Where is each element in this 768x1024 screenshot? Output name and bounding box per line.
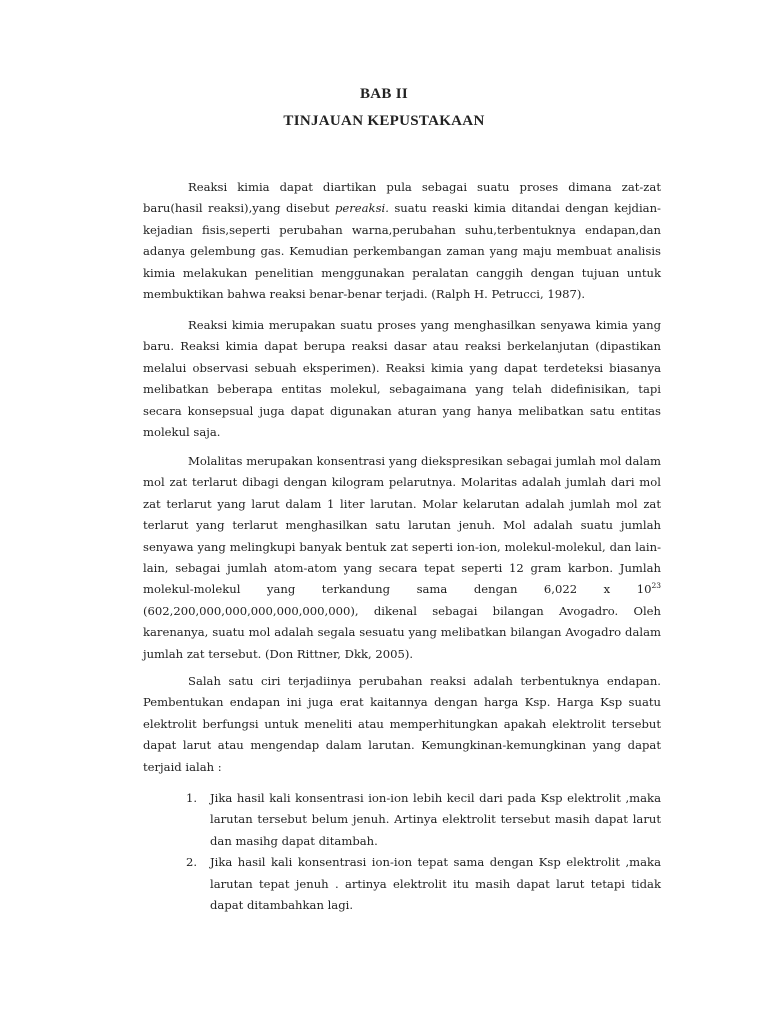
possibility-list [186,788,661,916]
list-item [186,852,661,916]
list-item-number: 2. [186,855,198,870]
paragraph-2: Reaksi kimia merupakan suatu proses yang menghasilkan senyawa kimia yang baru. Reaksi kimia dapat berupa reaksi dasar atau reaksi berkelanjutan (dipastikan melalui observasi sebuah eksperimen). Reaksi kimia yang dapat terdeteksi biasanya melibatkan beberapa entitas molekul, sebagaimana yang telah didefinisikan, tapi secara konsepsual juga dapat digunakan aturan yang hanya melibatkan satu entitas molekul saja. [143,318,661,440]
list-item [186,788,661,852]
chapter-heading: BAB II [359,86,409,102]
paragraph-3 [143,451,661,665]
paragraph-1-text-b: suatu reaski kimia ditandai dengan kejdian-kejadian fisis,seperti perubahan warna,perubahan suhu,terbentuknya endapan,dan adanya gelembung gas. Kemudian perkembangan zaman yang maju membuat analisis kimia melakukan penelitian menggunakan peralatan canggih dengan tujuan untuk membuktikan bahwa reaksi benar-benar terjadi. (Ralph H. Petrucci, 1987). [143,201,661,302]
paragraph-1 [143,177,661,305]
paragraph-3-text-a: Molalitas merupakan konsentrasi yang diekspresikan sebagai jumlah mol dalam mol zat terlarut dibagi dengan kilogram pelarutnya. Molaritas adalah jumlah dari mol zat terlarut yang larut dalam 1 liter larutan. Molar kelarutan adalah jumlah mol zat terlarut yang terlarut menghasilkan satu larutan jenuh. Mol adalah suatu jumlah senyawa yang melingkupi banyak bentuk zat seperti ion-ion, molekul-molekul, dan lain-lain, sebagai jumlah atom-atom yang secara tepat seperti 12 gram karbon. Jumlah molekul-molekul yang terkandung sama dengan 6,022 x 10 [143,454,661,597]
italic-term-pereaksi: pereaksi. [334,201,389,216]
paragraph-3-text-b: (602,200,000,000,000,000,000,000), dikenal sebagai bilangan Avogadro. Oleh karenanya, suatu mol adalah segala sesuatu yang melibatkan bilangan Avogadro dalam jumlah zat tersebut. (Don Rittner, Dkk, 2005). [143,603,661,661]
paragraph-1-text-a: Reaksi kimia dapat diartikan pula sebagai suatu proses dimana zat-zat baru(hasil reaksi),yang disebut [143,180,661,216]
exponent-superscript: 23 [651,581,661,591]
list-item-text: Jika hasil kali konsentrasi ion-ion lebih kecil dari pada Ksp elektrolit ,maka larutan tersebut belum jenuh. Artinya elektrolit tersebut masih dapat larut dan masihg dapat ditambah. [210,791,661,848]
chapter-title: TINJAUAN KEPUSTAKAAN [283,113,485,129]
list-item-number: 1. [186,791,198,805]
list-item-text: Jika hasil kali konsentrasi ion-ion tepat sama dengan Ksp elektrolit ,maka larutan tepat jenuh . artinya elektrolit itu masih dapat larut tetapi tidak dapat ditambahkan lagi. [210,855,661,913]
paragraph-4: Salah satu ciri terjadiinya perubahan reaksi adalah terbentuknya endapan. Pembentukan endapan ini juga erat kaitannya dengan harga Ksp. Harga Ksp suatu elektrolit berfungsi untuk meneliti atau memperhitungkan apakah elektrolit tersebut dapat larut atau mengendap dalam larutan. Kemungkinan-kemungkinan yang dapat terjaid ialah : [143,674,661,774]
